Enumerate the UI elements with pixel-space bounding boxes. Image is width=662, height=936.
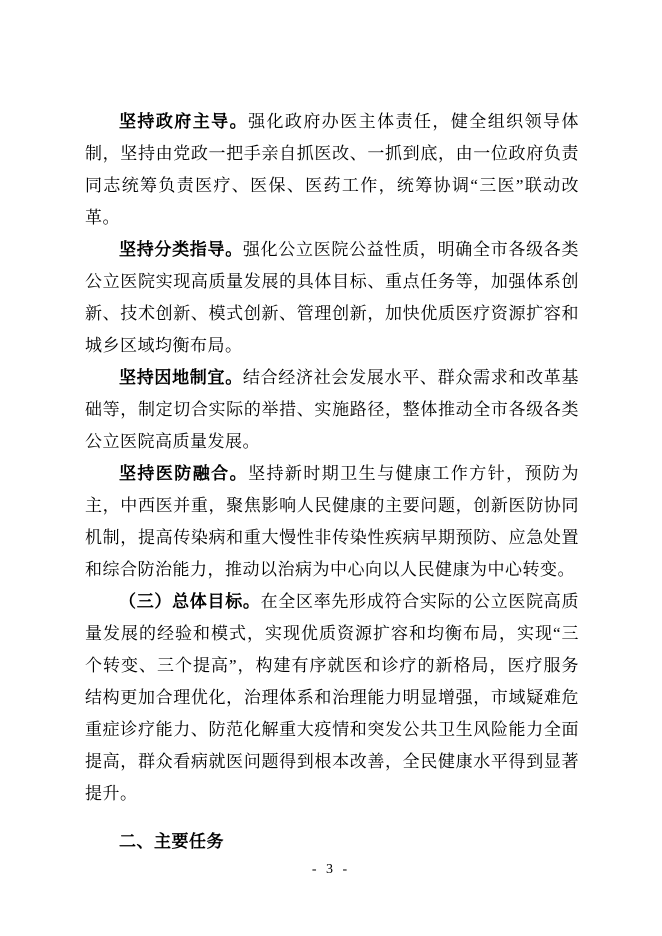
paragraph-text: 结合经济社会发展水平、群众需求和改革基础等，制定切合实际的举措、实施路径，整体推动全市各级各类公立医院高质量发展。 xyxy=(85,368,580,451)
paragraph-text: 强化政府办医主体责任，健全组织领导体制，坚持由党政一把手亲自抓医改、一抓到底，由一位政府负责同志统筹负责医疗、医保、医药工作，统筹协调“三医”联动改革。 xyxy=(85,112,579,227)
document-body xyxy=(85,106,579,858)
page-number: - 3 - xyxy=(311,862,351,877)
paragraph xyxy=(85,234,579,362)
paragraph xyxy=(85,458,579,586)
paragraph-lead: 坚持分类指导。 xyxy=(119,240,243,259)
paragraph-text: 强化公立医院公益性质，明确全市各级各类公立医院实现高质量发展的具体目标、重点任务等，加强体系创新、技术创新、模式创新、管理创新，加快优质医疗资源扩容和城乡区域均衡布局。 xyxy=(85,240,580,355)
section-heading: 二、主要任务 xyxy=(119,832,224,851)
paragraph-lead: 坚持因地制宜。 xyxy=(119,368,243,387)
paragraph xyxy=(85,106,579,234)
paragraph-text: 在全区率先形成符合实际的公立医院高质量发展的经验和模式，实现优质资源扩容和均衡布局，实现“三个转变、三个提高”，构建有序就医和诊疗的新格局，医疗服务结构更加合理优化，治理体系和治理能力明显增强，市域疑难危重症诊疗能力、防范化解重大疫情和突发公共卫生风险能力全面提高，群众看病就医问题得到根本改善，全民健康水平得到显著提升。 xyxy=(85,592,580,803)
paragraph xyxy=(85,586,579,810)
paragraph-lead: 坚持医防融合。 xyxy=(119,464,249,483)
paragraph-text: 坚持新时期卫生与健康工作方针，预防为主，中西医并重，聚焦影响人民健康的主要问题，创新医防协同机制，提高传染病和重大慢性非传染性疾病早期预防、应急处置和综合防治能力，推动以治病为中心向以人民健康为中心转变。 xyxy=(85,464,579,579)
paragraph xyxy=(85,362,579,458)
paragraph-lead: （三）总体目标。 xyxy=(119,592,261,611)
paragraph-lead: 坚持政府主导。 xyxy=(119,112,249,131)
